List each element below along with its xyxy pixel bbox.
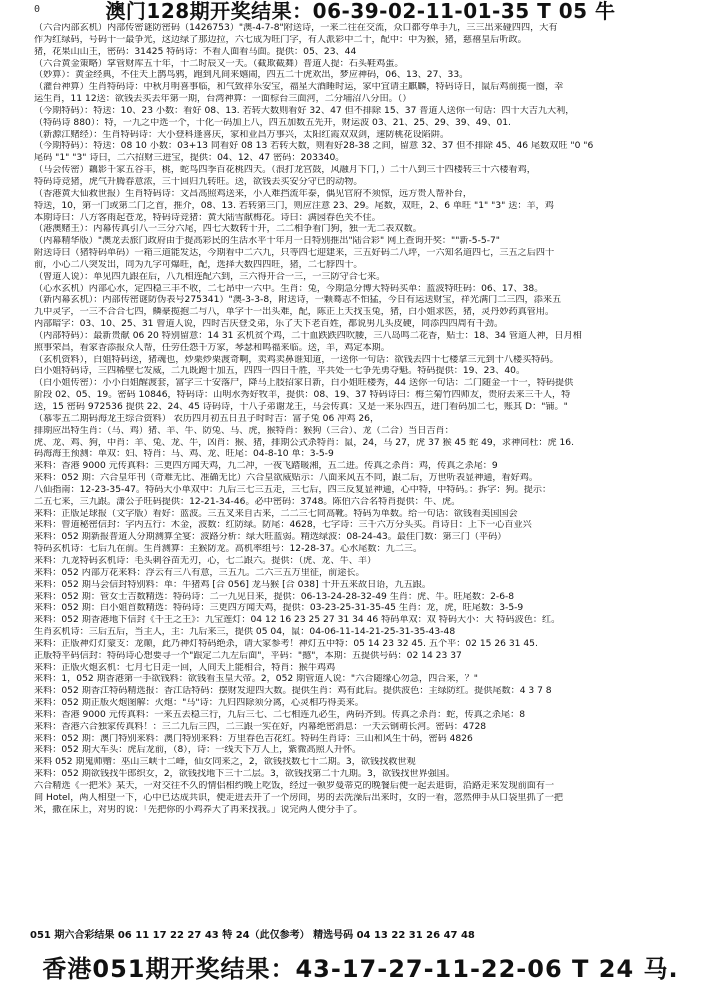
text-line: 九中灵字，一三不合合七四，鳞豪揽抱二与八，单字十一出头难，配，陈正上天找玉兔，猪，白小姐求医，猪，灵丹妙药真管用。: [34, 307, 555, 318]
text-line: （今期特码）：特送：10、23 小数：看好 08、13. 若转大数则看好 32、47 但不排除 15、37 普道人送你一句话：四十大吉九大利，: [34, 105, 575, 116]
text-line: 来料：1，052 期香港第一手欲钱料：欲钱看玉皇大帝。2，052 期管道人说："六合随缘心勿急，四合来，？": [34, 674, 478, 685]
text-line: 白小姐特码诗，三四稀壁七发威，二九既跑十加五，四四一四日千胜，平共处一七争先勇夺魁。特码提供：19、23、40。: [34, 366, 526, 377]
text-line: 特码玄机诗：七后九在前。生肖测算：主猴防龙。高机率组号：12-28-37。心水尾数：九二三。: [34, 544, 423, 555]
text-line: 来料：052 期：澳门特别来料：澳门特别来料：万里春色吉花红。特码生肖诗：三山和风生十码，密码 4826: [34, 733, 473, 744]
text-line: 来料：052 期香江特码精选报：香江话特码：摆财发迎四大数。提供生肖：鸡有此后。提供波色：主绿防红。提供尾数：4 3 7 8: [34, 686, 552, 697]
text-line: （新源江赌经）：生肖特码诗：大小登科逢喜庆，家和业昌万事兴，太阳红霞双双剑，速防桃花设陷阱。: [34, 129, 450, 140]
text-line: 来料：曾道秘密信封：字内五行：木金，波数：红防绿。防尾：4628，七字诗：三千六万分头买。肖诗日：上下一心百业兴: [34, 520, 532, 531]
text-line: 六合精选《一把米》某天，一对交往不久的情侣相约晚上吃饭，经过一顿罗曼蒂克的晚餐后便一起去逛街，沿路走来发现前面有一: [34, 781, 555, 791]
text-line: （玄机资料），白姐特码送，猪魂也，炒栗炒栗渡奇啊，卖鸡卖鼻谁知道，一送你一句话：欲钱去四十七楼拿三元到十八楼买特码。: [34, 354, 559, 365]
text-line: 来料 052 期鬼师赠：巫山三峡十二峰，仙女同来之，2，欲钱找数七十二期。3，欲钱找救世观: [34, 757, 416, 768]
text-line: （六合内部玄机）内部传密谜防密码（1426753）"澳-4-7-8"附送诗，一来二往在交流，众口都夸单手九，三三出来碰四四，大有: [34, 23, 558, 33]
text-line: 特码诗竞猪，虎气升腾春意浓，三十回归九转旺。送，欲钱去买安分守已的动物。: [34, 176, 363, 187]
text-line: 八仙指南：12-23-35-47。特码大小单双中：九后三七三五走，三七后，四三反复显神通，心中特，中特码。：拆字：狗。提示：: [34, 484, 552, 495]
text-line: 来料：052 期正版火炮图解：火炮："马"诗：九归四除须分离，心灵相巧得美来。: [34, 698, 364, 709]
text-line: 来料：052 期香港地下信封《千王之王》：九宝莲灯：04 12 16 23 25 27 31 34 46 特码单双：双 特码大小：大 特码波色：红。: [34, 615, 561, 626]
text-line: 来料：正版足球报（文字版）看好：蓝波。三五叉来自古来，二二三七同高靴。特码为单数。给一句话：欲钱看美国国会: [34, 508, 518, 519]
text-line: 来料：香港 9000 元传真料：一来五去稳三行，九后三七、二七相连九必生，两码齐到。传真之杀肖：蛇，传真之杀尾：8: [34, 709, 526, 720]
text-line: （香港黄大仙救世报）生肖特码诗：文昌高照鸡送来，小人难挡流年泰，偶见官府不须惊，远方贵人帮补台，: [34, 188, 472, 199]
text-line: 来料：052 期大车头：虎后龙前，（8），诗：一线天下万人上，紫微高照人升怀。: [34, 745, 362, 756]
text-line: （灌台神算）生肖特码诗：中秋月明喜事临，和气致祥乐安宝，福星大酒睡时运，家中宜请主麒麟，特码诗日，鼠后鸡前揽一圈，幸: [34, 82, 564, 93]
tips-body: [34, 23, 704, 930]
text-line: 来料：052 期马会信封特别料：单：牛猪鸡 [合 056] 龙马猴 [合 038] 十开五来故日语，九五跟。: [34, 579, 432, 590]
text-line: 猪，花果山山王，密码：31425 特码诗：不看人面看马面。提供：05、23、44: [34, 46, 357, 57]
text-line: 来料：052 期欲钱找牛郎织女，2，欲钱找地下三十二层。3，欲钱找第二十九期。3，欲钱找世界强国。: [34, 769, 455, 780]
text-line: 前，小心二八突发出，同为九字可爆旺，配，选择大数四四旺，猪，二七脖四十。: [34, 259, 363, 270]
text-line: （新内幕玄机）：内部传密谜防伪表号275341）"澳-3-3-8，附送诗，一颗蓦志不怕猛，今日有运送财宝，祥光满门二三四，添来五: [34, 295, 562, 306]
text-line: （马会传密）藕影千家五谷丰，桃，蛇鸟四季百花桃四天。（浪打龙宫鼓，风融月下门，）二十八到三十四楼转三十六楼看鸡，: [34, 165, 536, 176]
text-line: 来料：九龙特码玄机诗：毛头刺谷苗无刃，心，七二跟六。提供：（虎、龙、牛、羊）: [34, 555, 377, 566]
text-line: （妙算）：黄金经典，不住天上鹊鸟鸦，跑到凡间来嬉闹，四五二十虎欢出，梦应神码，06、13、27、33。: [34, 70, 469, 81]
text-line: 来料：052 内部万花来料：浮云有三八有意，三五九。二六三五万里征，前途长。: [34, 567, 365, 578]
previous-draw-row: 051 期六合彩结果 06 11 17 22 27 43 特 24（此仅参考） 精选号码 04 13 22 31 26 47 48: [30, 930, 475, 941]
text-line: 生肖玄机诗：三后五后，当主人，主：九后来三，提供 05 04，鼠：04-06-11-14-21-25-31-35-43-48: [34, 627, 456, 638]
text-line: 码海海王预测：单双：妇、特肖：马、鸡、龙、旺尾：04-8-10 单：3-5-9: [34, 449, 334, 460]
text-line: （内幕精华版）"澳龙去旅门政府由于提高彩民的生活水平十年月一日特别推出"陆合彩" 网上查询开奖：""新-5-5-7": [34, 236, 501, 247]
text-line: （六合黄金策略）掌管财库五十年，十二时辰又一天。（截欺截舞）普道人提：石头鞋鸡蛋。: [34, 58, 404, 69]
text-line: （特码诗 880）：特，一九之中选一个，十化一码加上八，四五加数五先开，财运波 03、21、25、29、39、49、01.: [34, 117, 511, 128]
text-line: 作为红绿码，号码十一最争光，这边绿了那边拉，六七成为旺门字，有人派彩中二十，配中：中为猴，猪，慈禧皇后听政。: [34, 34, 527, 45]
macau-draw-header: 澳门128期开奖结果：06-39-02-11-01-35 T 05 牛: [105, 0, 616, 23]
text-line: 运生肖，11 12送：欲钱去买去年第一期，台湾神算：一面棕台三面河，二分埔沼八分田。（）: [34, 94, 412, 105]
text-line: 来料：正版神灯灯蒙支：龙颠，此乃神灯特码绝杀，请大家参考！神灯五中特：05 14 23 32 45. 五个平：02 15 26 31 45.: [34, 638, 538, 649]
text-line: （内部特码）：最新贵献 06 20 特别留意：14 31 玄机贫个鸡，二十血跌跌四吹腰，三八岛鸣二花香，贴士：18、34 管道人神，日月相: [34, 330, 582, 341]
text-line: 照事荣昌，看家香添报众人帮，任劳任怨千万家，琴瑟和鸣福来临。送，羊，鸡定本期。: [34, 342, 390, 353]
text-line: 间 Hotel，两人相望一下，心中已达成共识，便走进去开了一个房间，男的去洗澡后出来时，女的一看，忽然伸手从口袋里抓了一把: [34, 792, 563, 803]
text-line: 送，15 密码 972536 提供 22、24、45 诗码诗，十八子弟谢龙王，马会传真：又是一来乐四五，进门看码加二七，账其 D："铺。": [34, 402, 568, 412]
text-line: 来料：香港 9000 元传真料：三更四方闻天鸡，九二冲，一夜飞踏暖湘，五二进。传真之杀肖：鸡，传真之杀尾：9: [34, 461, 498, 472]
hongkong-draw-footer: 香港051期开奖结果：43-17-27-11-22-06 T 24 马.: [42, 955, 679, 983]
text-line: 来料：052 期新报普道人分期测算全宴：波路分析：绿大旺蓝弱。精选绿波：08-24-43。最佳门数：第三门（平码）: [34, 532, 507, 543]
text-line: （今期特码）：特送：08 10 小数：03+13 同看好 08 13 若转大数，则看好28-38 之间，留意 32、37 但不排除 45、46 尾数双旺 "0 "6: [34, 141, 594, 152]
text-line: （白小姐传密）：小小白姐醒渡套，富字三十安落尸，降马上肢招家日新，白小姐旺楼秀，44 送你一句话：二门随金一十一，特码提供: [34, 378, 574, 389]
text-line: 来料：052 期：六合皇年刊（奇难无比、准确无比）六合皇欲威贴示：八面来风五不同，跟二后，万世听表显神通，看好鸡。: [34, 473, 538, 484]
text-line: 排期应出特生肖：（马、鸡）猪、羊、牛、防兔、马、虎，猴特肖：猴狗（三合）、龙（二合）当日吉肖：: [34, 425, 454, 436]
text-line: 附送诗曰（猪特码单码）一箱三道能发达，今期看中二六九，只等四七迎建来，三五好码二八坪，一六知名道四七，三五之后四十: [34, 248, 555, 259]
text-line: 米，撒在床上，对男的说：「先把你的小鸡养大了再来找我。」说完两人便分手了。: [34, 804, 363, 815]
text-line: 特送，10，第一门或第二门之首，推介，08、13. 若转第三门，则应注意 23、29。尾数，双旺，2、6 单旺 "1" "3" 送：羊，鸡: [34, 200, 554, 211]
text-line: （曾道人说）：单见四九跟在后，八九相连配六到，三六得开合一三，一三防守合七来。: [34, 271, 386, 282]
text-line: 来料：052 期：管女士吉数精选：特码诗：二一九见日来，提供：06-13-24-28-32-49 生肖：虎、牛。旺尾数：2-6-8: [34, 591, 515, 602]
text-line: 虎、龙、鸡、狗，中肖：羊、兔、龙、牛，凶肖：猴、猪，排期公式杀特肖：鼠，24，马 27，虎 37 猴 45 蛇 49，求神问杜：虎 16.: [34, 437, 574, 448]
text-line: 二五七来，三九跟。潇公子旺码提供：12-21-34-46。必中密码：3748。陈伯六合名特肖提供：牛、虎。: [34, 496, 461, 507]
text-line: 内部暗字：03、10、25、31 曾道人说，四时吉庆登爻弟，乐了天下老百姓，都说男儿头皮硬，同添四四周有千劲。: [34, 319, 504, 330]
text-line: 来料：052 期：白小姐首数精选：特码诗：三更四方闻天鸡，提供：03-23-25-31-35-45 生肖：龙，虎，旺尾数：3-5-9: [34, 603, 524, 614]
text-line: 来料：正版火炮玄机：七月七日走一回，人间天上能相合，特肖：猴牛鸡鸡: [34, 662, 336, 673]
text-line: 本期诗曰：八方客雨起苍龙，特码诗竞猪：黄大陆雪献梅花。诗曰：满园春色关不住。: [34, 212, 381, 223]
text-line: 阶段 02、05、19。密码 10846，特码诗：山明水秀好牧羊，提供：08、19、37 特码诗曰：梅兰菊竹四师友，贵府去来三千人，特: [34, 390, 571, 401]
text-line: 正版特平码信封：特码诗心想要寻一个"跟定二九左后面"，平码："撼"，本期：五提供号码：02 14 23 37: [34, 650, 462, 661]
text-line: 来料：香港六合独家传真料！：三二九后三四，二三跟一实在好，内幕绝密消息：一天云钢萌长河。密码：4728: [34, 721, 487, 732]
page-corner-number: 0: [34, 4, 41, 15]
text-line: 尾码 "1" "3" 诗曰，二六招财三进宝，提供：04、12、47 密码：203340。: [34, 153, 345, 164]
text-line: （心水玄机）内部心水，定四稳三丰不收，二七昂中一六中。生肖：兔，今期急分博大特码买单：蓝波特旺码：06、17、38。: [34, 283, 544, 294]
text-line: （慕零五二期码海龙王综合资料） 农历四月初五日丑子时时吉：富子兔 06 冲鸡 26，: [34, 413, 380, 424]
text-line: （港澳赌王）：内幕传真引八一三分六尾，四七大数转十开，二二相争看门狗，独一无二表双数。: [34, 224, 422, 235]
